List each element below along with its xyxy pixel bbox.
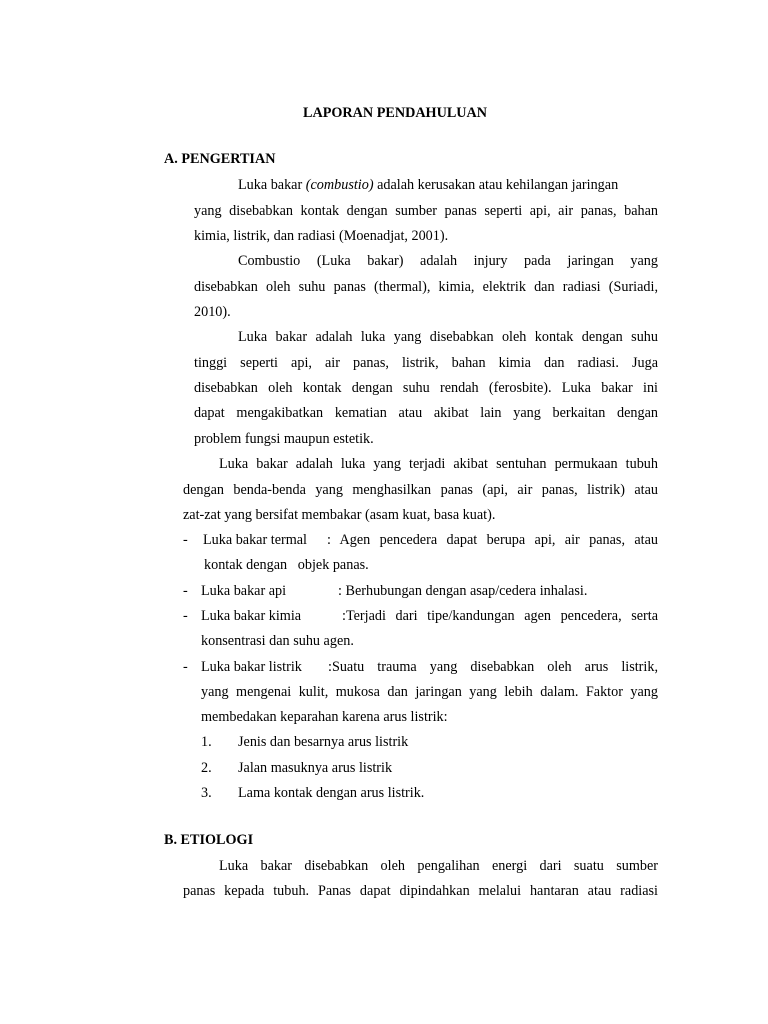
bullet-desc-listrik-cont-2: membedakan keparahan karena arus listrik: bbox=[201, 709, 448, 725]
numbered-item-number: 1. bbox=[201, 734, 212, 750]
bullet-term-listrik: Luka bakar listrik bbox=[201, 659, 302, 675]
p3-line-1: Luka bakar adalah luka yang disebabkan oleh kontak dengan suhu bbox=[238, 329, 658, 345]
p1-line-1: Luka bakar (combustio) adalah kerusakan atau kehilangan jaringan bbox=[238, 177, 619, 193]
p3-line-5: problem fungsi maupun estetik. bbox=[194, 431, 374, 447]
numbered-item-text: Lama kontak dengan arus listrik. bbox=[238, 785, 425, 801]
bullet-desc-kimia: :Terjadi dari tipe/kandungan agen pencedera, serta bbox=[342, 608, 658, 624]
bullet-desc-listrik-cont: yang mengenai kulit, mukosa dan jaringan yang lebih dalam. Faktor yang bbox=[201, 684, 658, 700]
etiologi-line-2: panas kepada tubuh. Panas dapat dipindahkan melalui hantaran atau radiasi bbox=[183, 883, 658, 899]
bullet-marker: - bbox=[183, 608, 188, 624]
bullet-desc-api: : Berhubungan dengan asap/cedera inhalasi. bbox=[338, 583, 588, 599]
bullet-marker: - bbox=[183, 659, 188, 675]
numbered-item-number: 3. bbox=[201, 785, 212, 801]
etiologi-line-1: Luka bakar disebabkan oleh pengalihan energi dari suatu sumber bbox=[219, 858, 658, 874]
p4-line-1: Luka bakar adalah luka yang terjadi akibat sentuhan permukaan tubuh bbox=[219, 456, 658, 472]
p3-line-3: disebabkan oleh kontak dengan suhu rendah (ferosbite). Luka bakar ini bbox=[194, 380, 658, 396]
p1-line-3: kimia, listrik, dan radiasi (Moenadjat, 2001). bbox=[194, 228, 449, 244]
p3-line-4: dapat mengakibatkan kematian atau akibat lain yang berkaitan dengan bbox=[194, 405, 658, 421]
p2-line-1: Combustio (Luka bakar) adalah injury pada jaringan yang bbox=[238, 253, 658, 269]
bullet-term-termal: Luka bakar termal bbox=[203, 532, 307, 548]
bullet-desc-termal: : Agen pencedera dapat berupa api, air panas, atau bbox=[327, 532, 658, 548]
bullet-desc-termal-cont: kontak dengan objek panas. bbox=[204, 557, 369, 573]
section-a-heading: A. PENGERTIAN bbox=[164, 151, 276, 167]
p3-line-2: tinggi seperti api, air panas, listrik, bahan kimia dan radiasi. Juga bbox=[194, 355, 658, 371]
bullet-desc-listrik: :Suatu trauma yang disebabkan oleh arus listrik, bbox=[328, 659, 658, 675]
p1-line-2: yang disebabkan kontak dengan sumber panas seperti api, air panas, bahan bbox=[194, 203, 658, 219]
p4-line-2: dengan benda-benda yang menghasilkan panas (api, air panas, listrik) atau bbox=[183, 482, 658, 498]
p2-line-3: 2010). bbox=[194, 304, 231, 320]
bullet-desc-kimia-cont: konsentrasi dan suhu agen. bbox=[201, 633, 354, 649]
bullet-marker: - bbox=[183, 583, 188, 599]
numbered-item-number: 2. bbox=[201, 760, 212, 776]
p2-line-2: disebabkan oleh suhu panas (thermal), kimia, elektrik dan radiasi (Suriadi, bbox=[194, 279, 658, 295]
section-b-heading: B. ETIOLOGI bbox=[164, 832, 254, 848]
bullet-term-api: Luka bakar api bbox=[201, 583, 287, 599]
numbered-item-text: Jenis dan besarnya arus listrik bbox=[238, 734, 409, 750]
p4-line-3: zat-zat yang bersifat membakar (asam kuat, basa kuat). bbox=[183, 507, 496, 523]
page-title: LAPORAN PENDAHULUAN bbox=[303, 105, 488, 121]
numbered-item-text: Jalan masuknya arus listrik bbox=[238, 760, 393, 776]
bullet-marker: - bbox=[183, 532, 188, 548]
bullet-term-kimia: Luka bakar kimia bbox=[201, 608, 302, 624]
